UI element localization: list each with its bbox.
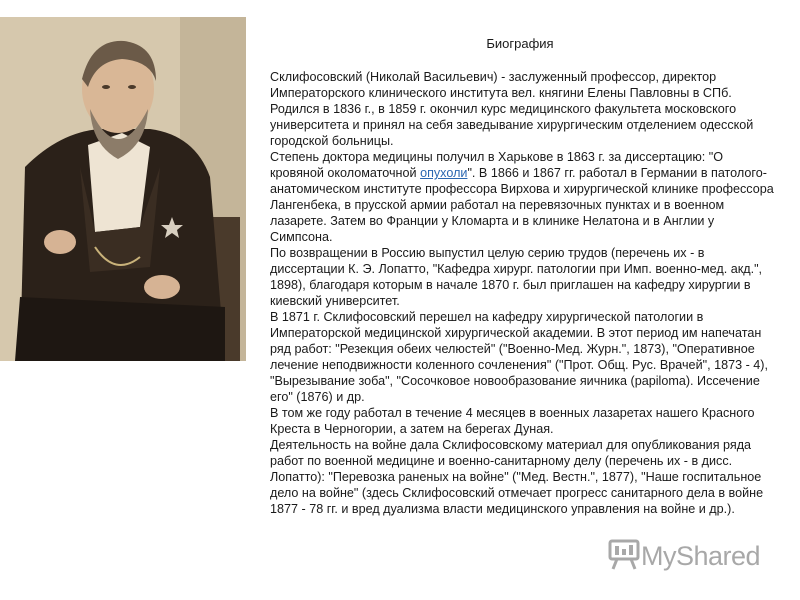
paragraph-5: В том же году работал в течение 4 месяцев в военных лазаретах нашего Красного Креста в Черногории, а затем на берегах Дуная. xyxy=(270,406,755,436)
tumor-link[interactable]: опухоли xyxy=(420,166,468,180)
presentation-board-icon xyxy=(607,537,641,576)
paragraph-1: Склифосовский (Николай Васильевич) - заслуженный профессор, директор Императорского клинического института вел. княгини Елены Павловны в СПб. Родился в 1836 г., в 1859 г. окончил курс медицинского факультета московского университета и принял на себя заведывание хирургическим отделением одесской городской больницы. xyxy=(270,70,754,148)
myshared-logo[interactable] xyxy=(607,536,777,576)
portrait-photo xyxy=(0,17,246,361)
paragraph-3: По возвращении в Россию выпустил целую серию трудов (перечень их - в диссертации К. Э. Лопатто, "Кафедра хирург. патологии при Имп. военно-мед. акд.", 1898), благодаря которым в начале 1870 г. был приглашен на кафедру хирургии в киевский университет. xyxy=(270,246,763,308)
paragraph-4: В 1871 г. Склифосовский перешел на кафедру хирургической патологии в Императорской медицинской хирургической академии. В этот период им напечатан ряд работ: "Резекция обеих челюстей" ("Военно-Мед. Журн.", 1873), "Оперативное лечение неподвижности коленного сочленения" ("Прот. Общ. Рус. Врачей", 1873 - 4), "Вырезывание зоба", "Сосочковое новообразование яичника (papiloma). Иссечение его" (1876) и др. xyxy=(270,310,768,404)
biography-text xyxy=(270,69,775,517)
paragraph-6: Деятельность на войне дала Склифосовскому материал для опубликования ряда работ по военной медицине и военно-санитарному делу (перечень их - в дисс. Лопатто): "Перевозка раненых на войне" ("Мед. Вестн.", 1877), "Наше госпитальное дело на войне" (здесь Склифосовский отмечает прогресс санитарного дела в войне 1877 - 78 гг. и вред дуализма власти медицинского управления на войне и др.). xyxy=(270,438,764,516)
logo-text: MyShared xyxy=(641,540,761,571)
page-title: Биография xyxy=(486,36,554,51)
paragraph-2: Степень доктора медицины получил в Харькове в 1863 г. за диссертацию: "О кровяной околоматочной опухоли". В 1866 и 1867 гг. работал в Германии в патолого-анатомическом институте профессора Вирхова и хирургической клинике профессора Лангенбека, в прусской армии работал на перевязочных пунктах и в военном лазарете. Затем во Франции у Кломарта и в клинике Нелатона и в Англии у Симпсона. xyxy=(270,150,774,244)
